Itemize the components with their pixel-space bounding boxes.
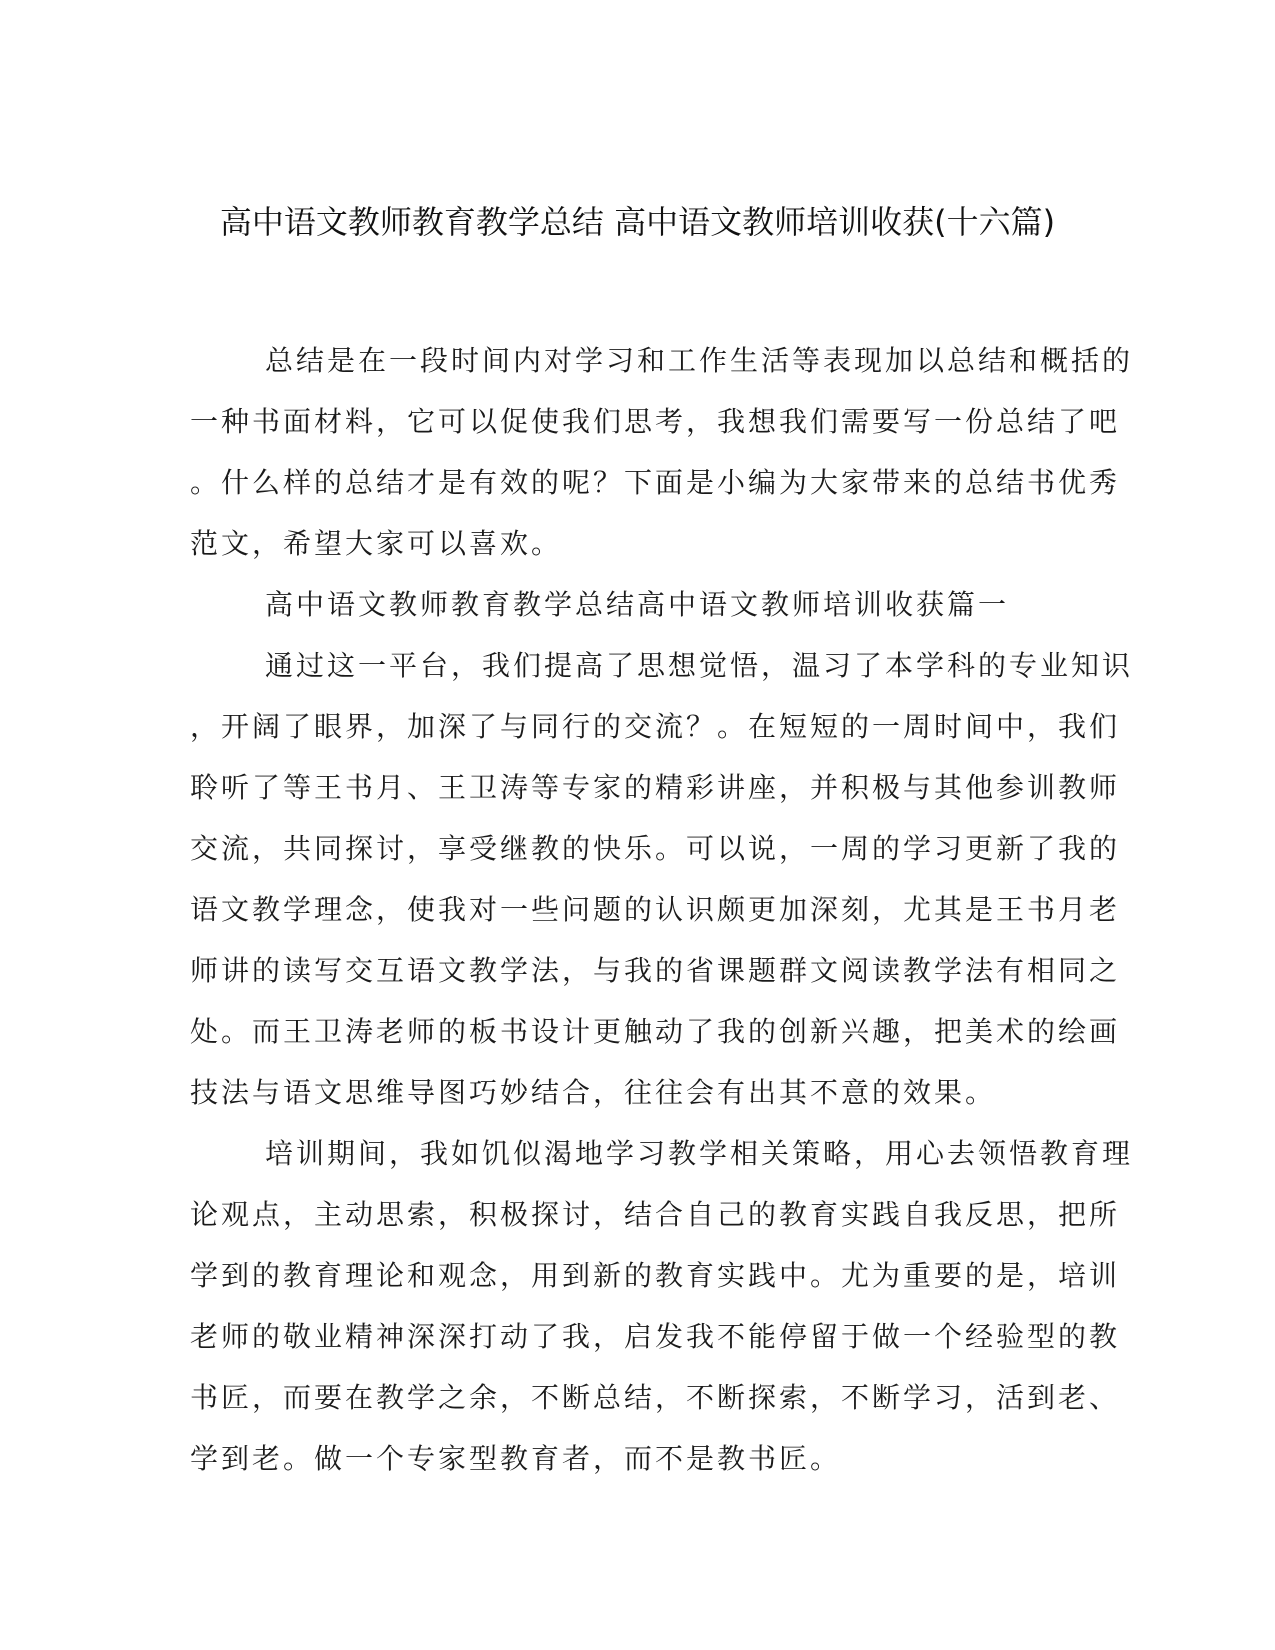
text-line: 书匠，而要在教学之余，不断总结，不断探索，不断学习，活到老、 (190, 1381, 1121, 1414)
text-line: 培训期间，我如饥似渴地学习教学相关策略，用心去领悟教育理 (265, 1137, 1134, 1170)
text-line: 技法与语文思维导图巧妙结合，往往会有出其不意的效果。 (190, 1076, 997, 1109)
text-line: 。什么样的总结才是有效的呢？下面是小编为大家带来的总结书优秀 (190, 466, 1121, 499)
text-line: 学到老。做一个专家型教育者，而不是教书匠。 (190, 1442, 842, 1475)
paragraph-intro (190, 330, 1134, 574)
text-line: 通过这一平台，我们提高了思想觉悟，温习了本学科的专业知识 (265, 649, 1134, 682)
text-line: 交流，共同探讨，享受继教的快乐。可以说，一周的学习更新了我的 (190, 832, 1121, 865)
document-body (190, 330, 1134, 1489)
paragraph-1 (190, 635, 1134, 1123)
text-line: 学到的教育理论和观念，用到新的教育实践中。尤为重要的是，培训 (190, 1259, 1121, 1292)
section-heading-line: 高中语文教师教育教学总结高中语文教师培训收获篇一 (265, 588, 1010, 621)
section-heading (190, 574, 1080, 635)
paragraph-2 (190, 1123, 1134, 1489)
text-line: 聆听了等王书月、王卫涛等专家的精彩讲座，并积极与其他参训教师 (190, 771, 1121, 804)
text-line: 总结是在一段时间内对学习和工作生活等表现加以总结和概括的 (265, 344, 1134, 377)
text-line: ，开阔了眼界，加深了与同行的交流？。在短短的一周时间中，我们 (190, 710, 1121, 743)
text-line: 老师的敬业精神深深打动了我，启发我不能停留于做一个经验型的教 (190, 1320, 1121, 1353)
text-line: 语文教学理念，使我对一些问题的认识颇更加深刻，尤其是王书月老 (190, 893, 1121, 926)
document-title: 高中语文教师教育教学总结 高中语文教师培训收获(十六篇) (219, 203, 1056, 241)
text-line: 论观点，主动思索，积极探讨，结合自己的教育实践自我反思，把所 (190, 1198, 1121, 1231)
text-line: 师讲的读写交互语文教学法，与我的省课题群文阅读教学法有相同之 (190, 954, 1121, 987)
text-line: 范文，希望大家可以喜欢。 (190, 527, 563, 560)
text-line: 一种书面材料，它可以促使我们思考，我想我们需要写一份总结了吧 (190, 405, 1121, 438)
text-line: 处。而王卫涛老师的板书设计更触动了我的创新兴趣，把美术的绘画 (190, 1015, 1121, 1048)
